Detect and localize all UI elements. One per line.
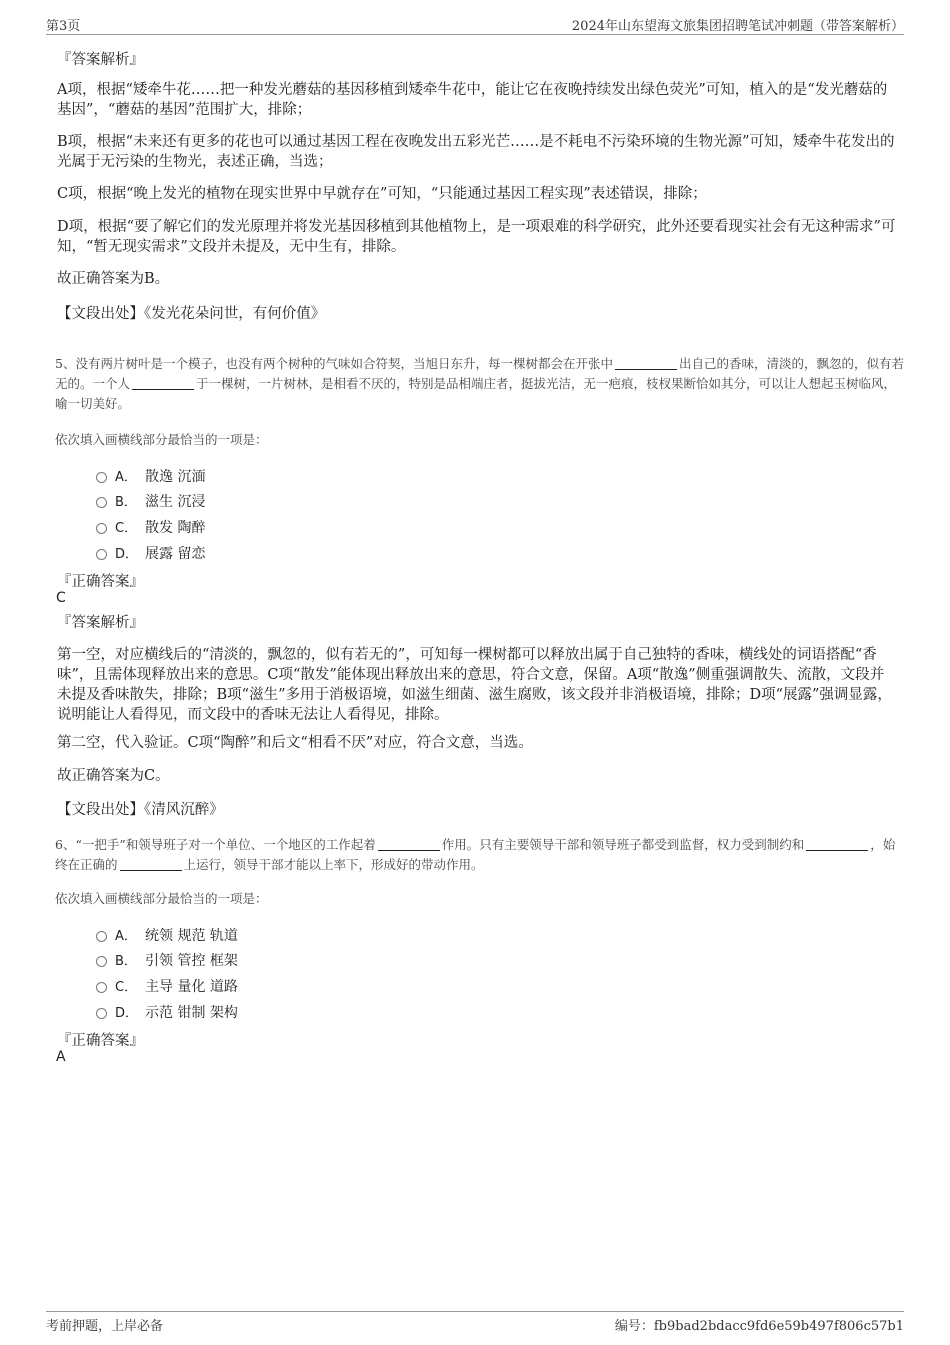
- q6-stem-part-a: 6、“一把手”和领导班子对一个单位、一个地区的工作起着: [55, 837, 376, 852]
- q5-option-a[interactable]: A． 散逸 沉湎: [96, 466, 205, 486]
- q6-option-c[interactable]: C． 主导 量化 道路: [96, 976, 238, 996]
- q5-option-c[interactable]: C． 散发 陶醉: [96, 517, 205, 537]
- q4-conclusion: 故正确答案为B。: [57, 271, 170, 287]
- q4-analysis-a: A项，根据“矮牵牛花……把一种发光蘑菇的基因移植到矮牵牛花中，能让它在夜晚持续发出绿色荧光”可知，植入的是“发光蘑菇的基因”，“蘑菇的基因”范围扩大，排除；: [57, 82, 888, 118]
- q5-blank-2: [132, 377, 194, 390]
- q5-stem-part-a: 5、没有两片树叶是一个模子，也没有两个树种的气味如合符契，当旭日东升，每一棵树都会在开张中: [55, 356, 613, 371]
- footer-slogan: 考前押题，上岸必备: [46, 1319, 164, 1334]
- q5-option-d[interactable]: D． 展露 留恋: [96, 543, 205, 563]
- q4-analysis-label: 『答案解析』: [57, 52, 144, 68]
- q6-stem-part-b: 作用。只有主要领导干部和领导班子都受到监督，权力受到制约和: [441, 837, 805, 852]
- q5-option-b[interactable]: B． 滋生 沉浸: [96, 491, 205, 511]
- radio-icon[interactable]: [96, 472, 107, 483]
- q4-source: 【文段出处】《发光花朵问世，有何价值》: [57, 306, 326, 322]
- q5-blank-1: [615, 357, 677, 370]
- q6-ask: 依次填入画横线部分最恰当的一项是：: [55, 891, 268, 906]
- page-footer: [46, 1311, 904, 1338]
- q5-analysis-1: 第一空，对应横线后的“清淡的，飘忽的，似有若无的”，可知每一棵树都可以释放出属于自己独特的香味，横线处的词语搭配“香味”，且需体现释放出来的意思。C项“散发”能体现出释放出来的意思，符合文意，保留。A项“散逸”侧重强调散失、流散，文段并未提及香味散失，排除；B项“滋生”多用于消极语境，如滋生细菌、滋生腐败，该文段并非消极语境，排除；D项“展露”强调显露，说明能让人看得见，而文段中的香味无法让人看得见，排除。: [57, 647, 892, 723]
- q6-blank-1: [378, 838, 440, 851]
- q5-correct-label: 『正确答案』: [57, 574, 144, 590]
- q5-stem: [55, 354, 905, 414]
- radio-icon[interactable]: [96, 1008, 107, 1019]
- q6-answer: A: [56, 1049, 66, 1065]
- q4-analysis-b: B项，根据“未来还有更多的花也可以通过基因工程在夜晚发出五彩光芒……是不耗电不污染环境的生物光源”可知，矮牵牛花发出的光属于无污染的生物光，表述正确，当选；: [57, 134, 895, 170]
- page-header: [46, 12, 904, 35]
- radio-icon[interactable]: [96, 931, 107, 942]
- q6-option-d[interactable]: D． 示范 钳制 架构: [96, 1002, 238, 1022]
- q4-analysis-c: C项，根据“晚上发光的植物在现实世界中早就存在”可知，“只能通过基因工程实现”表述错误，排除；: [57, 186, 707, 202]
- radio-icon[interactable]: [96, 523, 107, 534]
- q5-answer: C: [56, 590, 66, 606]
- q5-ask: 依次填入画横线部分最恰当的一项是：: [55, 432, 268, 447]
- document-code: 编号：fb9bad2bdacc9fd6e59b497f806c57b1: [614, 1319, 904, 1334]
- q5-stem-part-b: 出自己的香味，清淡的，飘忽的，似有若无的。一个人: [55, 356, 904, 391]
- q6-option-b[interactable]: B． 引领 管控 框架: [96, 950, 238, 970]
- q6-correct-label: 『正确答案』: [57, 1033, 144, 1049]
- q6-option-a[interactable]: A． 统领 规范 轨道: [96, 925, 238, 945]
- q6-stem-part-d: 上运行，领导干部才能以上率下，形成好的带动作用。: [183, 857, 484, 872]
- radio-icon[interactable]: [96, 549, 107, 560]
- radio-icon[interactable]: [96, 956, 107, 967]
- q6-stem: [55, 835, 905, 875]
- document-title: 2024年山东望海文旅集团招聘笔试冲刺题（带答案解析）: [571, 19, 904, 34]
- q5-analysis-2: 第二空，代入验证。C项“陶醉”和后文“相看不厌”对应，符合文意，当选。: [57, 735, 533, 751]
- radio-icon[interactable]: [96, 982, 107, 993]
- q5-source: 【文段出处】《清风沉醉》: [57, 802, 224, 818]
- q5-conclusion: 故正确答案为C。: [57, 768, 170, 784]
- q5-analysis-label: 『答案解析』: [57, 615, 144, 631]
- q4-analysis-d: D项，根据“要了解它们的发光原理并将发光基因移植到其他植物上，是一项艰难的科学研究，此外还要看现实社会有无这种需求”可知，“暂无现实需求”文段并未提及，无中生有，排除。: [57, 219, 896, 255]
- page-number: 第3页: [46, 19, 81, 34]
- q6-blank-2: [806, 838, 868, 851]
- q5-stem-part-c: 于一棵树，一片树林，是相看不厌的，特别是品相端庄者，挺拔光洁，无一疤痕，枝杈果断恰如其分，可以让人想起玉树临风，喻一切美好。: [55, 376, 897, 411]
- q6-stem-part-c: ，始终在正确的: [55, 837, 896, 872]
- radio-icon[interactable]: [96, 497, 107, 508]
- q6-blank-3: [120, 858, 182, 871]
